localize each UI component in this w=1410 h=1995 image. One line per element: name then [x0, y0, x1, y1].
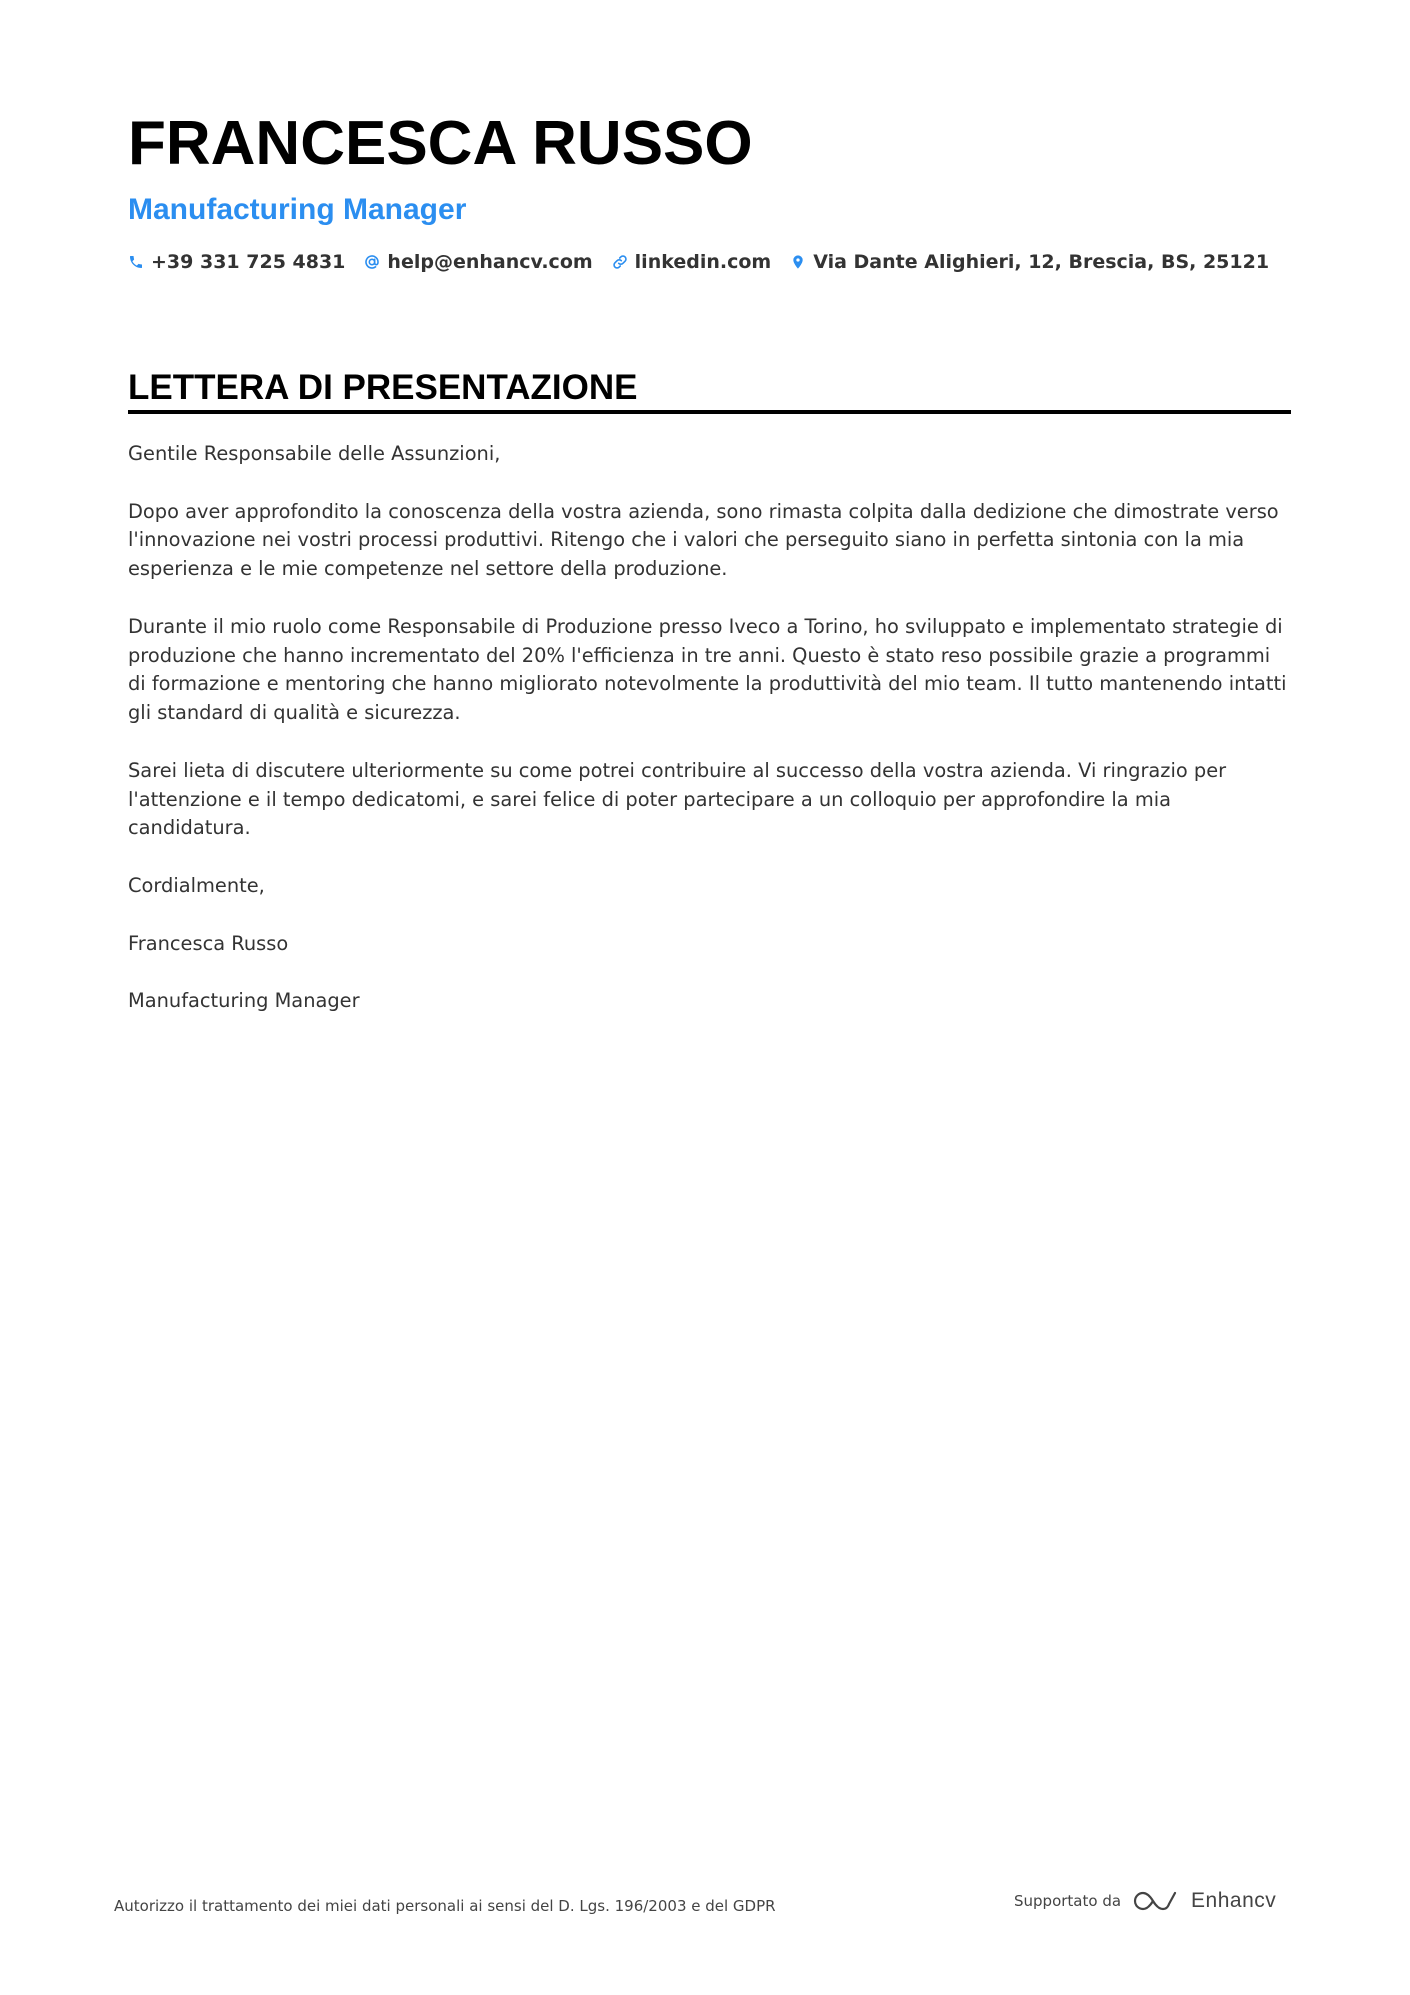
supported-by-label: Supportato da	[1014, 1892, 1122, 1910]
link-icon	[612, 254, 628, 270]
letter-paragraph: Durante il mio ruolo come Responsabile di Produzione presso Iveco a Torino, ho sviluppato e implementato strategie di produzione che hanno incrementato del 20% l'efficienza in tre anni. Questo è stato reso possibile grazie a programmi di formazione e mentoring che hanno migliorato notevolmente la produttività del mio team. Il tutto mantenendo intatti gli standard di qualità e sicurezza.	[128, 614, 1287, 725]
signature-name: Francesca Russo	[128, 931, 289, 955]
enhancv-logo-icon	[1133, 1888, 1181, 1914]
section-divider	[128, 410, 1291, 414]
section-title: LETTERA DI PRESENTAZIONE	[128, 368, 638, 407]
contact-bar	[128, 251, 1291, 273]
cover-letter-page	[128, 108, 1291, 1013]
phone-value: +39 331 725 4831	[151, 251, 346, 273]
phone-icon	[128, 254, 144, 270]
contact-phone	[128, 251, 345, 273]
signature-role: Manufacturing Manager	[128, 989, 360, 1013]
candidate-role: Manufacturing Manager	[128, 193, 467, 226]
powered-by	[1014, 1888, 1276, 1914]
brand-name: Enhancv	[1191, 1889, 1277, 1912]
letter-closing: Cordialmente,	[128, 873, 265, 897]
linkedin-value: linkedin.com	[634, 251, 772, 273]
location-pin-icon	[790, 254, 806, 270]
privacy-consent: Autorizzo il trattamento dei miei dati personali ai sensi del D. Lgs. 196/2003 e del GDPR	[114, 1897, 776, 1915]
letter-paragraph: Sarei lieta di discutere ulteriormente su come potrei contribuire al successo della vostra azienda. Vi ringrazio per l'attenzione e il tempo dedicatomi, e sarei felice di poter partecipare a un colloquio per approfondire la mia candidatura.	[128, 758, 1227, 840]
letter-greeting: Gentile Responsabile delle Assunzioni,	[128, 442, 501, 465]
candidate-name: FRANCESCA RUSSO	[128, 109, 753, 178]
address-value: Via Dante Alighieri, 12, Brescia, BS, 25121	[813, 251, 1270, 273]
email-value: help@enhancv.com	[387, 251, 593, 273]
contact-email	[364, 251, 592, 273]
contact-address	[790, 251, 1269, 273]
letter-body	[128, 440, 1291, 1045]
letter-paragraph: Dopo aver approfondito la conoscenza della vostra azienda, sono rimasta colpita dalla dedizione che dimostrate verso l'innovazione nei vostri processi produttivi. Ritengo che i valori che perseguito siano in perfetta sintonia con la mia esperienza e le mie competenze nel settore della produzione.	[128, 499, 1279, 581]
contact-linkedin	[612, 251, 772, 273]
at-icon	[364, 254, 380, 270]
